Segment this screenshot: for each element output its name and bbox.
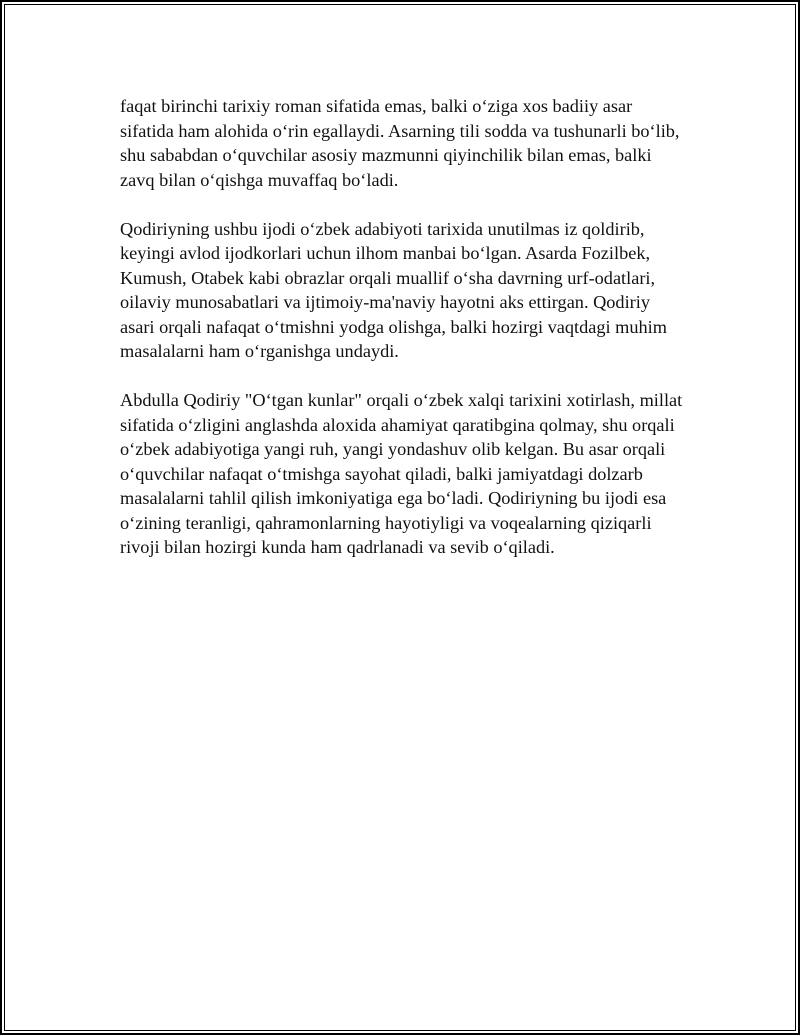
text-line: o‘zining teranligi, qahramonlarning hayotiyligi va voqealarning qiziqarli	[120, 512, 652, 533]
text-line: Qodiriyning ushbu ijodi o‘zbek adabiyoti tarixida unutilmas iz qoldirib,	[120, 218, 645, 239]
text-line: faqat birinchi tarixiy roman sifatida emas, balki o‘ziga xos badiiy asar	[120, 96, 633, 116]
text-line: rivoji bilan hozirgi kunda ham qadrlanadi va sevib o‘qiladi.	[120, 537, 555, 557]
text-line: zavq bilan o‘qishga muvaffaq bo‘ladi.	[120, 169, 399, 190]
text-line: masalalarni tahlil qilish imkoniyatiga ega bo‘ladi. Qodiriyning bu ijodi esa	[120, 488, 667, 508]
text-line: shu sababdan o‘quvchilar asosiy mazmunni qiyinchilik bilan emas, balki	[120, 145, 652, 165]
text-line: asari orqali nafaqat o‘tmishni yodga olishga, balki hozirgi vaqtdagi muhim	[120, 316, 667, 337]
text-line: Kumush, Otabek kabi obrazlar orqali muallif o‘sha davrning urf-odatlari,	[120, 267, 656, 288]
text-line: sifatida o‘zligini anglashda aloxida ahamiyat qaratibgina qolmay, shu orqali	[120, 414, 675, 435]
paragraph-2	[120, 217, 710, 364]
text-line: sifatida ham alohida o‘rin egallaydi. Asarning tili sodda va tushunarli bo‘lib,	[120, 120, 680, 141]
text-line: Abdulla Qodiriy "O‘tgan kunlar" orqali o‘zbek xalqi tarixini xotirlash, millat	[120, 390, 683, 410]
paragraph-1	[120, 94, 710, 192]
text-line: o‘zbek adabiyotiga yangi ruh, yangi yondashuv olib kelgan. Bu asar orqali	[120, 439, 666, 459]
text-line: oilaviy munosabatlari va ijtimoiy-ma'naviy hayotni aks ettirgan. Qodiriy	[120, 292, 650, 312]
text-line: masalalarni ham o‘rganishga undaydi.	[120, 341, 399, 361]
paragraph-3	[120, 388, 710, 560]
document-body	[120, 94, 710, 584]
text-line: o‘quvchilar nafaqat o‘tmishga sayohat qiladi, balki jamiyatdagi dolzarb	[120, 463, 643, 484]
text-line: keyingi avlod ijodkorlari uchun ilhom manbai bo‘lgan. Asarda Fozilbek,	[120, 243, 651, 263]
